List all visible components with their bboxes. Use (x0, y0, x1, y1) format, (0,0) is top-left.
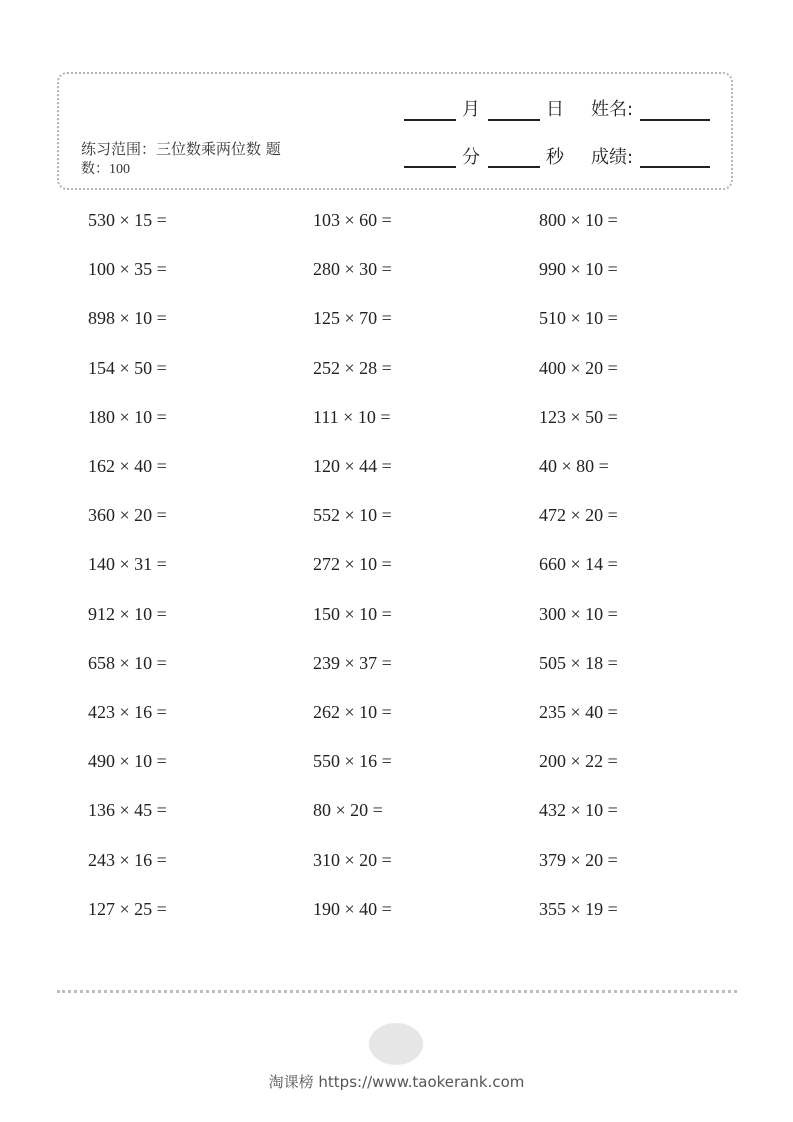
problem-item: 162 × 40 = (88, 456, 167, 476)
problem-item: 252 × 28 = (313, 358, 392, 378)
problem-item: 100 × 35 = (88, 259, 167, 279)
problem-item: 510 × 10 = (539, 308, 618, 328)
problem-item: 990 × 10 = (539, 259, 618, 279)
problem-item: 355 × 19 = (539, 899, 618, 919)
problem-item: 310 × 20 = (313, 850, 392, 870)
problem-item: 80 × 20 = (313, 800, 383, 820)
problem-item: 262 × 10 = (313, 702, 392, 722)
bottom-divider (57, 990, 737, 993)
worksheet-header (57, 72, 733, 190)
problem-item: 423 × 16 = (88, 702, 167, 722)
name-blank[interactable] (640, 95, 710, 121)
question-count-label: 数：100 (81, 162, 130, 177)
problem-item: 898 × 10 = (88, 308, 167, 328)
problem-item: 200 × 22 = (539, 751, 618, 771)
problem-item: 280 × 30 = (313, 259, 392, 279)
problem-item: 180 × 10 = (88, 407, 167, 427)
score-blank[interactable] (640, 142, 710, 168)
problem-item: 550 × 16 = (313, 751, 392, 771)
practice-range-label: 练习范围：三位数乘两位数 题 (81, 140, 281, 158)
problem-item: 552 × 10 = (313, 505, 392, 525)
problem-item: 125 × 70 = (313, 308, 392, 328)
problem-item: 239 × 37 = (313, 653, 392, 673)
problem-item: 243 × 16 = (88, 850, 167, 870)
problem-item: 400 × 20 = (539, 358, 618, 378)
problem-item: 300 × 10 = (539, 604, 618, 624)
problem-item: 800 × 10 = (539, 210, 618, 230)
problem-item: 272 × 10 = (313, 554, 392, 574)
problem-item: 111 × 10 = (313, 407, 391, 427)
problem-item: 154 × 50 = (88, 358, 167, 378)
day-label: 日 (546, 99, 564, 120)
problem-item: 912 × 10 = (88, 604, 167, 624)
score-label: 成绩: (591, 147, 634, 168)
problem-item: 120 × 44 = (313, 456, 392, 476)
day-blank[interactable] (488, 95, 540, 121)
problem-item: 432 × 10 = (539, 800, 618, 820)
problem-item: 103 × 60 = (313, 210, 392, 230)
month-label: 月 (462, 99, 480, 120)
problem-item: 472 × 20 = (539, 505, 618, 525)
month-blank[interactable] (404, 95, 456, 121)
problem-item: 660 × 14 = (539, 554, 618, 574)
problem-item: 235 × 40 = (539, 702, 618, 722)
name-label: 姓名: (591, 99, 634, 120)
problem-item: 136 × 45 = (88, 800, 167, 820)
problem-item: 658 × 10 = (88, 653, 167, 673)
site-logo (369, 1023, 423, 1065)
problem-item: 379 × 20 = (539, 850, 618, 870)
minute-blank[interactable] (404, 142, 456, 168)
second-blank[interactable] (488, 142, 540, 168)
problem-item: 530 × 15 = (88, 210, 167, 230)
problem-item: 505 × 18 = (539, 653, 618, 673)
second-label: 秒 (546, 147, 564, 168)
problem-item: 150 × 10 = (313, 604, 392, 624)
problem-item: 140 × 31 = (88, 554, 167, 574)
problem-item: 127 × 25 = (88, 899, 167, 919)
problem-item: 490 × 10 = (88, 751, 167, 771)
minute-label: 分 (462, 147, 480, 168)
problem-item: 360 × 20 = (88, 505, 167, 525)
problem-item: 40 × 80 = (539, 456, 609, 476)
practice-range-text (81, 140, 321, 179)
problem-item: 190 × 40 = (313, 899, 392, 919)
footer-site-text: 淘课榜 https://www.taokerank.com (268, 1073, 525, 1091)
problem-item: 123 × 50 = (539, 407, 618, 427)
